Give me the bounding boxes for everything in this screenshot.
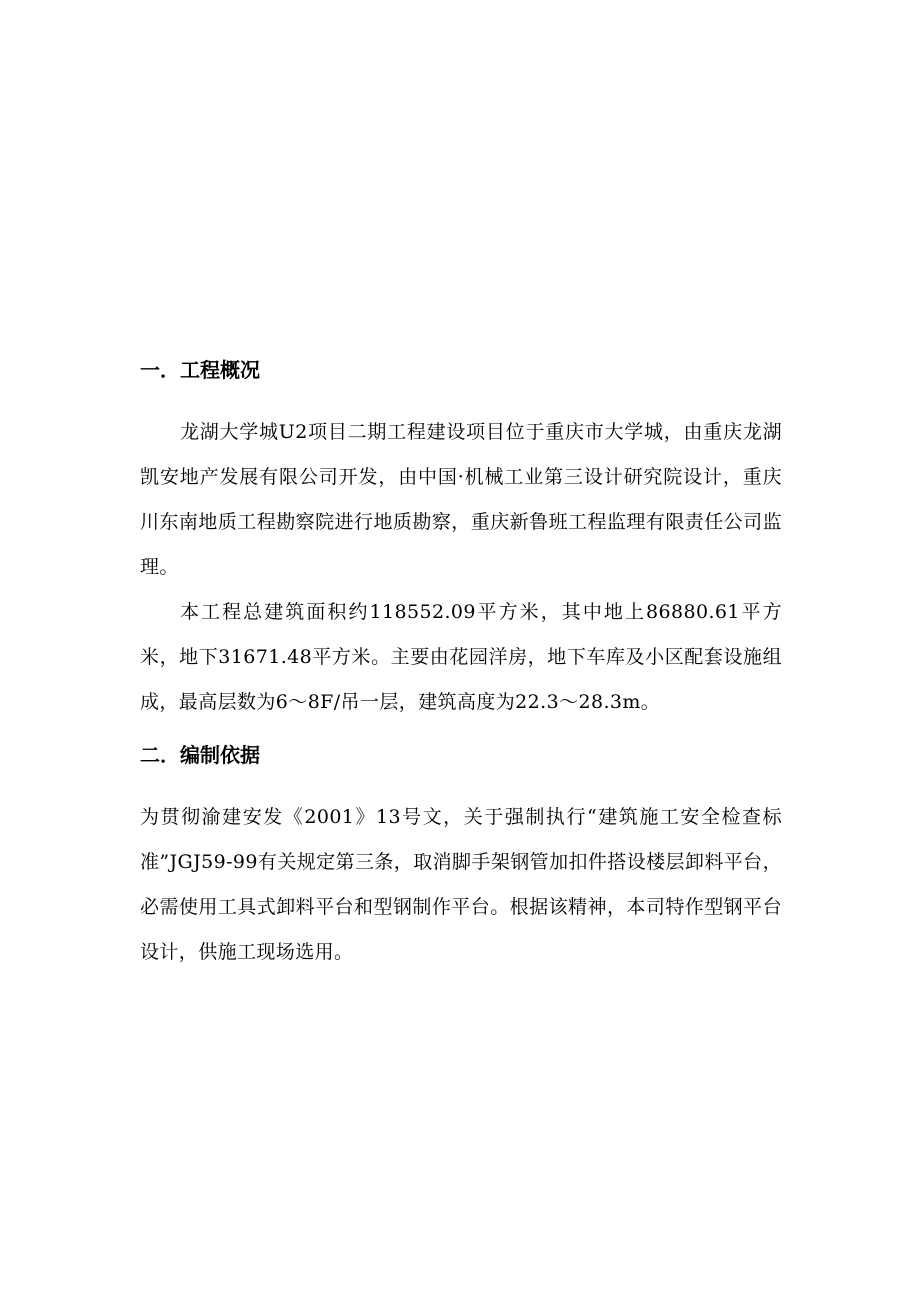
overview-paragraph-area: 本工程总建筑面积约118552.09平方米，其中地上86880.61平方米，地下31671.48平方米。主要由花园洋房，地下车库及小区配套设施组成，最高层数为6～8F/吊一层，建筑高度为22.3～28.3m。 [140,601,782,713]
basis-paragraph: 为贯彻渝建安发《2001》13号文，关于强制执行“建筑施工安全检查标准”JGJ59-99有关规定第三条，取消脚手架钢管加扣件搭设楼层卸料平台，必需使用工具式卸料平台和型钢制作平台。根据该精神，本司特作型钢平台设计，供施工现场选用。 [140,806,782,963]
section-heading-overview: 一．工程概况 [140,358,260,382]
document-body [140,352,782,975]
overview-paragraph-location: 龙湖大学城U2项目二期工程建设项目位于重庆市大学城，由重庆龙湖凯安地产发展有限公司开发，由中国·机械工业第三设计研究院设计，重庆川东南地质工程勘察院进行地质勘察，重庆新鲁班工程监理有限责任公司监理。 [140,421,782,578]
section-heading-basis: 二．编制依据 [140,743,260,767]
